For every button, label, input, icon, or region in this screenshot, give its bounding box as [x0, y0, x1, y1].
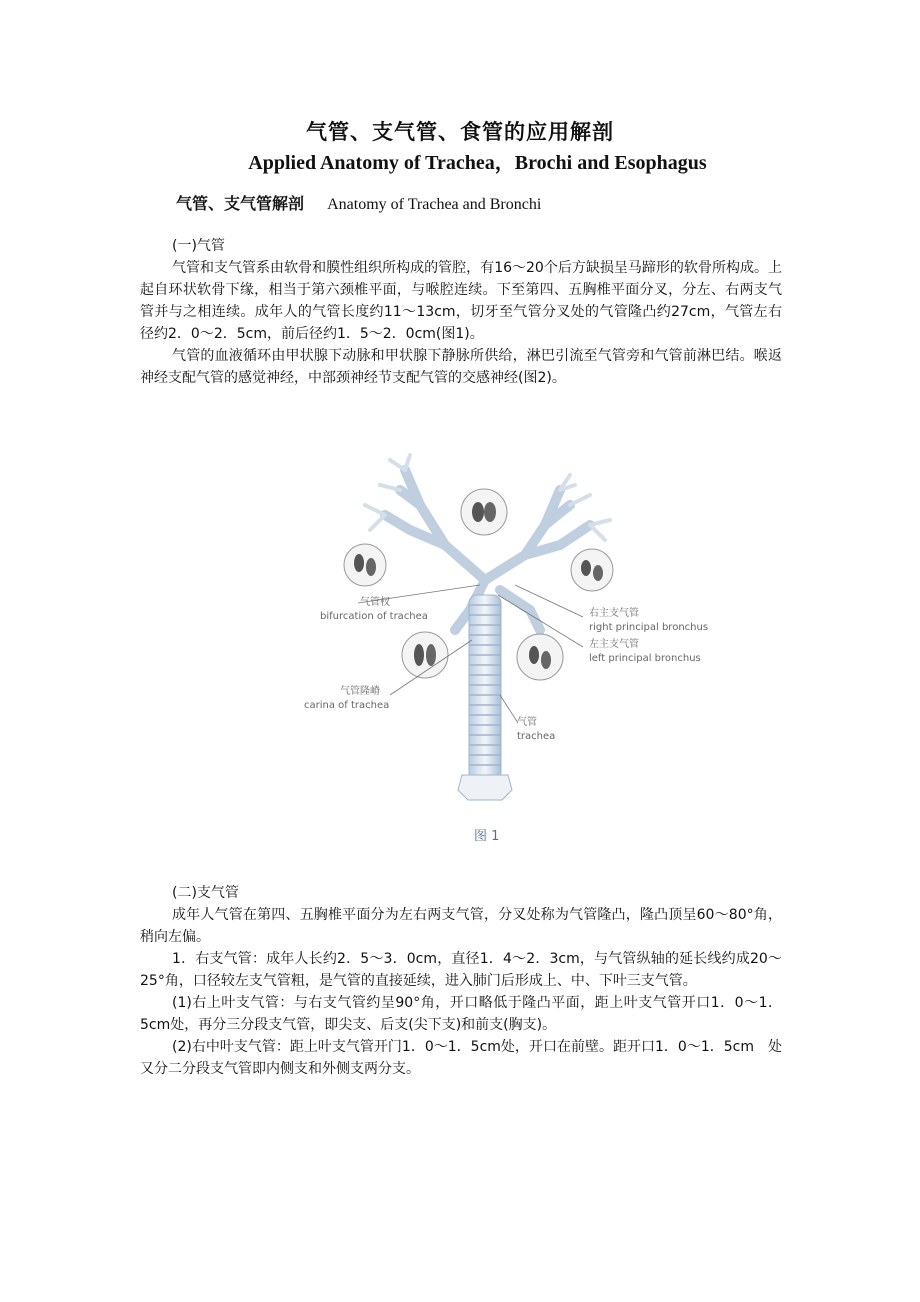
paragraph-right-upper-lobe: (1)右上叶支气管：与右支气管约呈90°角，开口略低于隆凸平面，距上叶支气管开口1．0～1．5cm处，再分三分段支气管，即尖支、后支(尖下支)和前支(胸支)。 — [140, 995, 782, 1033]
trachea-tube — [469, 595, 501, 780]
label-bifurcation-cn: 气管杈 — [360, 597, 390, 608]
label-left-bronchus — [589, 638, 701, 666]
label-bifurcation — [320, 596, 428, 624]
label-trachea — [517, 716, 555, 744]
trachea-text-block — [140, 235, 782, 389]
subsection-heading-trachea: (一)气管 — [172, 238, 225, 254]
label-left-bronchus-cn: 左主支气管 — [589, 639, 639, 650]
label-carina — [304, 685, 389, 713]
section-heading-chinese: 气管、支气管解剖 — [176, 194, 305, 213]
subsection-heading-bronchi: (二)支气管 — [172, 885, 239, 901]
figure-caption: 图 1 — [474, 829, 500, 844]
cricoid-cartilage — [458, 775, 512, 800]
label-right-bronchus — [589, 607, 708, 635]
document-title-english: Applied Anatomy of Trachea，Brochi and Esophagus — [248, 152, 707, 174]
bronchi-text-block — [140, 882, 782, 1080]
paragraph-bronchi-bifurcation: 成年人气管在第四、五胸椎平面分为左右两支气管，分叉处称为气管隆凸，隆凸顶呈60～80°角，稍向左偏。 — [140, 907, 782, 945]
section-heading-english: Anatomy of Trachea and Bronchi — [327, 196, 542, 213]
label-right-bronchus-en: right principal bronchus — [589, 622, 709, 633]
paragraph-right-bronchus: 1．右支气管：成年人长约2．5～3．0cm，直径1．4～2．3cm，与气管纵轴的延长线约成20～25°角，口径较左支气管粗，是气管的直接延续，进入肺门后形成上、中、下叶三支气管。 — [140, 951, 782, 989]
label-right-bronchus-cn: 右主支气管 — [589, 608, 639, 619]
document-title-chinese: 气管、支气管、食管的应用解剖 — [306, 120, 614, 144]
paragraph-trachea-structure: 气管和支气管系由软骨和膜性组织所构成的管腔，有16～20个后方缺损呈马蹄形的软骨所构成。上起自环状软骨下缘，相当于第六颈椎平面，与喉腔连续。下至第四、五胸椎平面分叉，分左、右两支气管并与之相连续。成年人的气管长度约11～13cm，切牙至气管分叉处的气管隆凸约27cm，气管左右径约2．0～2．5cm，前后径约1．5～2．0cm(图1)。 — [140, 260, 782, 342]
section-heading — [176, 191, 541, 214]
label-bifurcation-en: bifurcation of trachea — [320, 611, 428, 622]
label-trachea-cn: 气管 — [517, 717, 537, 728]
label-trachea-en: trachea — [517, 731, 556, 742]
paragraph-trachea-blood-supply: 气管的血液循环由甲状腺下动脉和甲状腺下静脉所供给，淋巴引流至气管旁和气管前淋巴结。喉返神经支配气管的感觉神经，中部颈神经节支配气管的交感神经(图2)。 — [140, 348, 782, 386]
label-carina-en: carina of trachea — [304, 700, 390, 711]
label-left-bronchus-en: left principal bronchus — [589, 653, 701, 664]
label-carina-cn: 气管隆嵴 — [340, 686, 380, 697]
figure-trachea-bronchi — [240, 445, 720, 845]
paragraph-right-middle-lobe: (2)右中叶支气管：距上叶支气管开门1．0～1．5cm处，开口在前壁。距开口1．0～1．5cm 处又分二分段支气管即内侧支和外侧支两分支。 — [140, 1039, 782, 1077]
